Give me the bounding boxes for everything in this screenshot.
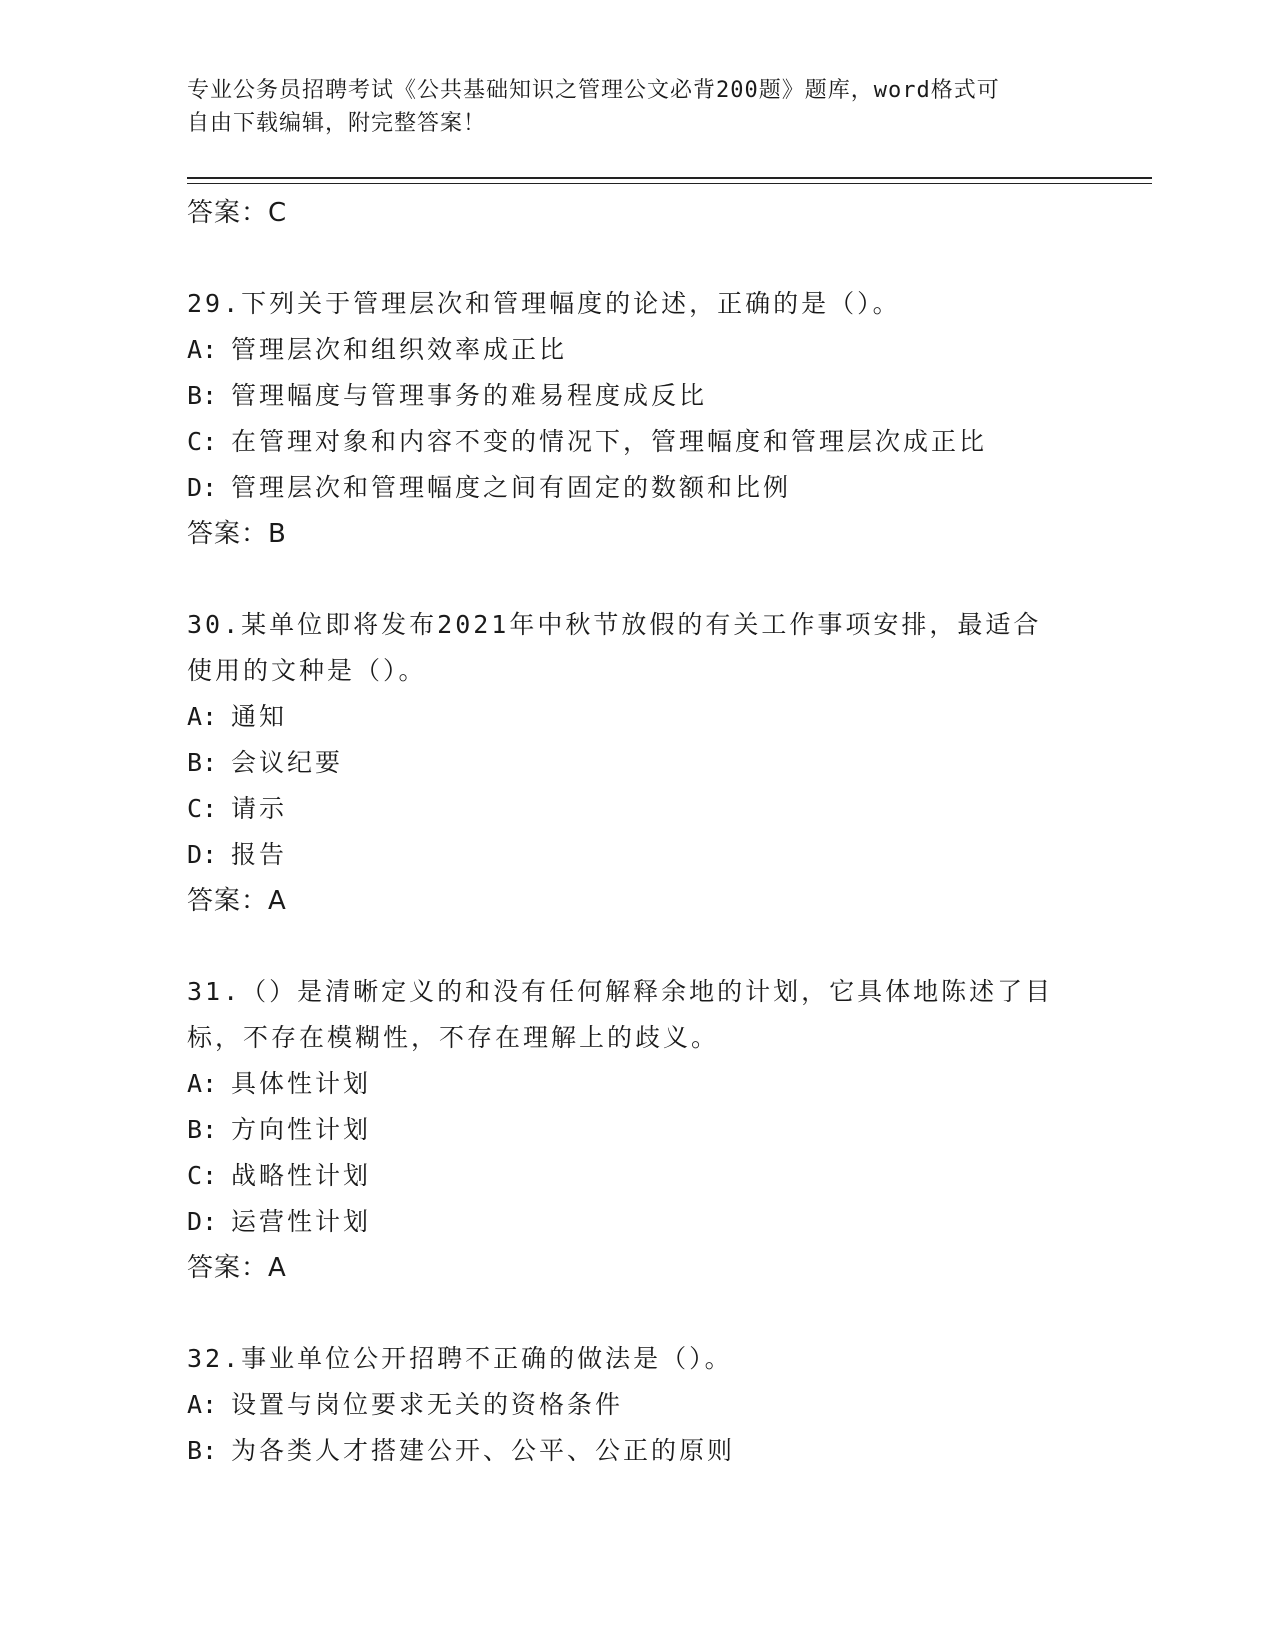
spacer [187, 557, 1067, 602]
page-header [187, 74, 1067, 140]
option-letter: D: [187, 1207, 218, 1236]
question-text: 30.某单位即将发布2021年中秋节放假的有关工作事项安排，最适合使用的文种是（）。 [187, 610, 1042, 685]
option-item [187, 786, 1067, 832]
answer-line: 答案：C [187, 198, 288, 228]
option-text: 战略性计划 [231, 1161, 372, 1190]
option-letter: B: [187, 748, 218, 777]
option-letter: B: [187, 381, 218, 410]
header-line-2: 自由下载编辑，附完整答案！ [187, 111, 487, 136]
option-item [187, 694, 1067, 740]
option-text: 会议纪要 [231, 748, 344, 777]
option-text: 报告 [231, 840, 288, 869]
header-rule-thick [187, 177, 1152, 179]
option-item [187, 1153, 1067, 1199]
header-line-1: 专业公务员招聘考试《公共基础知识之管理公文必背200题》题库，word格式可 [187, 78, 1000, 103]
option-text: 为各类人才搭建公开、公平、公正的原则 [231, 1436, 736, 1465]
option-letter: B: [187, 1436, 218, 1465]
option-item [187, 740, 1067, 786]
option-text: 设置与岗位要求无关的资格条件 [231, 1390, 624, 1419]
option-item [187, 327, 1067, 373]
option-text: 运营性计划 [231, 1207, 372, 1236]
option-text: 管理层次和组织效率成正比 [231, 335, 568, 364]
spacer [187, 236, 1067, 281]
option-text: 请示 [231, 794, 288, 823]
option-text: 管理幅度与管理事务的难易程度成反比 [231, 381, 708, 410]
option-item [187, 419, 1067, 465]
answer-line: 答案：B [187, 519, 287, 549]
option-item [187, 1199, 1067, 1245]
option-text: 具体性计划 [231, 1069, 372, 1098]
option-letter: A: [187, 335, 218, 364]
question-list [187, 190, 1067, 1474]
option-text: 管理层次和管理幅度之间有固定的数额和比例 [231, 473, 792, 502]
answer-line: 答案：A [187, 886, 287, 916]
question-text: 32.事业单位公开招聘不正确的做法是（）。 [187, 1344, 733, 1373]
option-text: 在管理对象和内容不变的情况下，管理幅度和管理层次成正比 [231, 427, 988, 456]
option-item [187, 1428, 1067, 1474]
option-item [187, 465, 1067, 511]
option-item [187, 832, 1067, 878]
option-letter: D: [187, 473, 218, 502]
spacer [187, 924, 1067, 969]
option-text: 通知 [231, 702, 288, 731]
option-item [187, 1382, 1067, 1428]
option-letter: A: [187, 1069, 218, 1098]
question-text: 29.下列关于管理层次和管理幅度的论述，正确的是（）。 [187, 289, 901, 318]
answer-line: 答案：A [187, 1253, 287, 1283]
option-letter: C: [187, 427, 218, 456]
option-letter: B: [187, 1115, 218, 1144]
option-item [187, 1061, 1067, 1107]
option-text: 方向性计划 [231, 1115, 372, 1144]
option-letter: C: [187, 794, 218, 823]
option-item [187, 1107, 1067, 1153]
header-rule-thin [187, 183, 1152, 184]
option-letter: A: [187, 702, 218, 731]
option-letter: A: [187, 1390, 218, 1419]
option-letter: C: [187, 1161, 218, 1190]
question-text: 31.（）是清晰定义的和没有任何解释余地的计划，它具体地陈述了目标，不存在模糊性，不存在理解上的歧义。 [187, 977, 1054, 1052]
spacer [187, 1291, 1067, 1336]
option-letter: D: [187, 840, 218, 869]
option-item [187, 373, 1067, 419]
